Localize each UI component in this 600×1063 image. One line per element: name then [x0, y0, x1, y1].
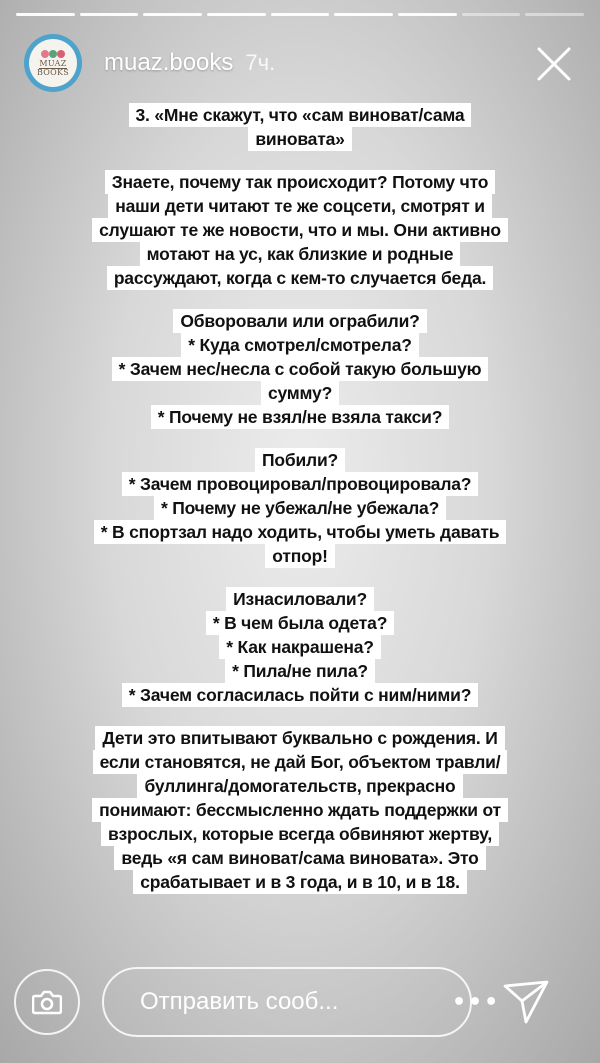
story-paragraph — [70, 448, 530, 568]
story-text-line: Дети это впитывают буквально с рождения. И — [95, 726, 504, 750]
story-text-line: сумму? — [261, 381, 339, 405]
story-paragraph — [70, 103, 530, 151]
progress-segment — [16, 13, 75, 16]
more-options-icon[interactable]: ••• — [452, 989, 501, 1015]
progress-segment — [80, 13, 139, 16]
story-text-line: срабатывает и в 3 года, и в 10, и в 18. — [133, 870, 467, 894]
camera-icon — [32, 989, 62, 1015]
brand-logo — [29, 39, 77, 87]
logo-line1: MUAZ — [39, 58, 67, 68]
story-text-line: 3. «Мне скажут, что «сам виноват/сама — [129, 103, 472, 127]
story-text-line: Изнасиловали? — [226, 587, 374, 611]
progress-segment — [462, 13, 521, 16]
reply-input[interactable] — [138, 987, 452, 1017]
story-text-line: * В чем была одета? — [206, 611, 394, 635]
progress-segment — [334, 13, 393, 16]
story-text-line: * Почему не взял/не взяла такси? — [151, 405, 449, 429]
avatar[interactable] — [24, 34, 82, 92]
flower-icon — [41, 50, 65, 59]
story-text-line: взрослых, которые всегда обвиняют жертву, — [101, 822, 499, 846]
progress-segment — [271, 13, 330, 16]
story-text-line: если становятся, не дай Бог, объектом травли/ — [93, 750, 508, 774]
progress-segment — [398, 13, 457, 16]
story-text-line: Знаете, почему так происходит? Потому что — [105, 170, 495, 194]
send-icon[interactable] — [500, 976, 552, 1028]
post-time: 7ч. — [245, 50, 276, 75]
story-text-line: * Как накрашена? — [219, 635, 381, 659]
story-text-line: виновата» — [248, 127, 351, 151]
story-text-line: * В спортзал надо ходить, чтобы уметь давать — [94, 520, 507, 544]
story-text-line: мотают на ус, как близкие и родные — [140, 242, 461, 266]
story-text-line: Побили? — [255, 448, 345, 472]
story-text-line: * Пила/не пила? — [225, 659, 375, 683]
story-paragraph — [70, 726, 530, 894]
story-text-content — [0, 103, 600, 913]
story-footer — [14, 965, 586, 1039]
close-icon[interactable] — [534, 44, 574, 84]
progress-segment — [143, 13, 202, 16]
story-text-line: * Зачем провоцировал/провоцировала? — [122, 472, 479, 496]
story-progress-bar — [16, 13, 584, 17]
story-text-line: * Зачем нес/несла с собой такую большую — [112, 357, 489, 381]
story-header — [24, 32, 582, 94]
story-text-line: Обворовали или ограбили? — [173, 309, 426, 333]
story-text-line: понимают: бессмысленно ждать поддержки от — [92, 798, 508, 822]
story-text-line: отпор! — [265, 544, 334, 568]
story-text-line: наши дети читают те же соцсети, смотрят и — [108, 194, 492, 218]
camera-button[interactable] — [14, 969, 80, 1035]
story-paragraph — [70, 170, 530, 290]
username-link[interactable]: muaz.books — [104, 49, 234, 76]
story-text-line: * Зачем согласилась пойти с ним/ними? — [122, 683, 478, 707]
story-paragraph — [70, 309, 530, 429]
logo-line2: BOOKS — [36, 67, 70, 77]
story-text-line: рассуждают, когда с кем-то случается беда. — [107, 266, 493, 290]
story-text-line: * Почему не убежал/не убежала? — [154, 496, 446, 520]
story-text-line: буллинга/домогательств, прекрасно — [137, 774, 462, 798]
story-paragraph — [70, 587, 530, 707]
story-text-line: * Куда смотрел/смотрела? — [181, 333, 418, 357]
story-text-line: ведь «я сам виноват/сама виновата». Это — [114, 846, 485, 870]
progress-segment — [207, 13, 266, 16]
progress-segment — [525, 13, 584, 16]
story-text-line: слушают те же новости, что и мы. Они активно — [92, 218, 508, 242]
reply-box[interactable] — [102, 967, 501, 1037]
